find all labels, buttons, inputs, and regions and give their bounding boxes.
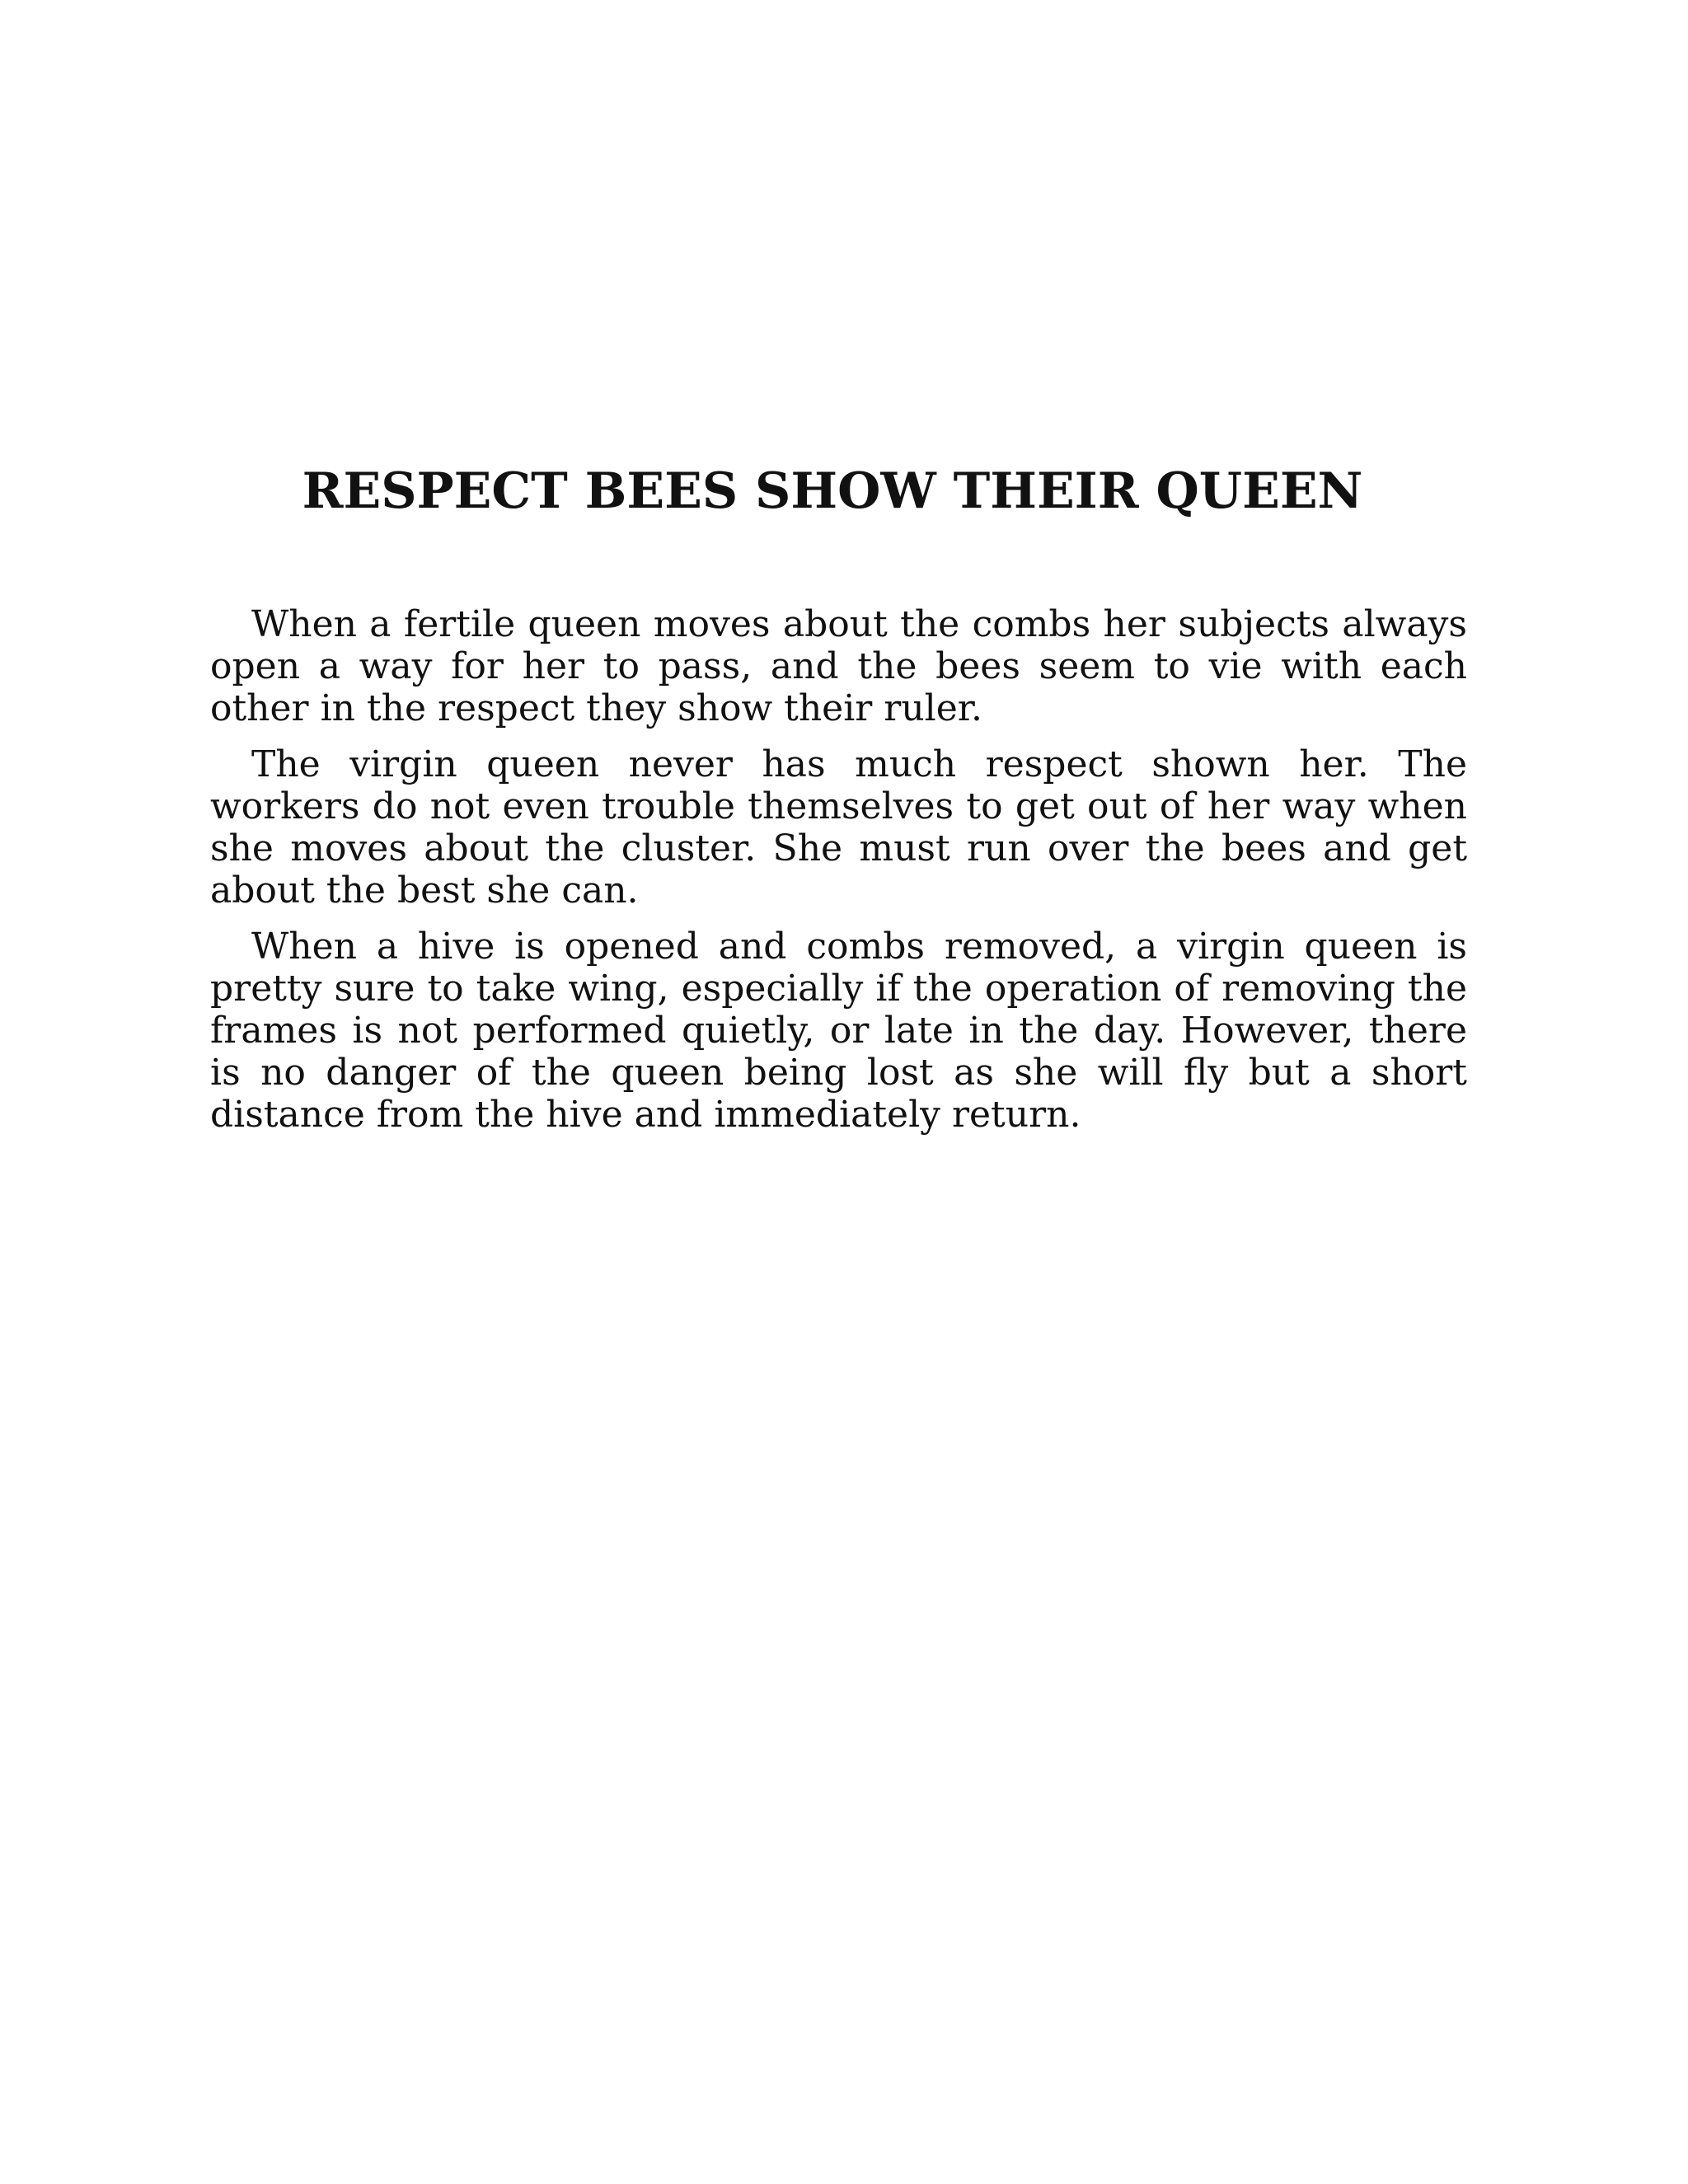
paragraph-3: When a hive is opened and combs removed, a virgin queen is pretty sure to take wing, especially if the operation of removing the frames is not performed quietly, or late in the day. However, there is no danger of the queen being lost as she will fly but a short distance from the hive and immediately return. [210, 926, 1467, 1136]
page-title: RESPECT BEES SHOW THEIR QUEEN [302, 462, 1363, 520]
body-text [210, 603, 1467, 1150]
paragraph-2: The virgin queen never has much respect shown her. The workers do not even trouble themselves to get out of her way when she moves about the cluster. She must run over the bees and get about the best she can. [210, 743, 1467, 912]
paragraph-1: When a fertile queen moves about the combs her subjects always open a way for her to pass, and the bees seem to vie with each other in the respect they show their ruler. [210, 603, 1467, 729]
